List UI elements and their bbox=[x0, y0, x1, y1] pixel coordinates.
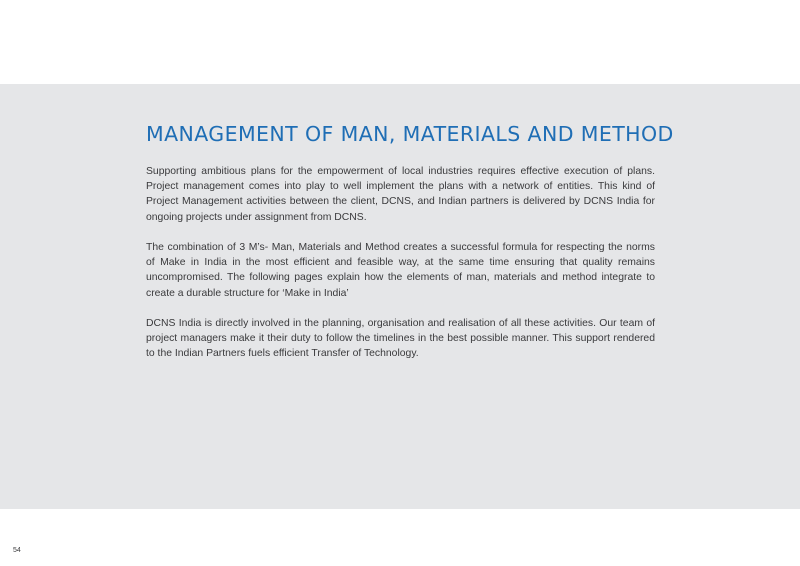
page-title: MANAGEMENT OF MAN, MATERIALS AND METHOD bbox=[146, 122, 674, 146]
page-number: 54 bbox=[13, 547, 21, 554]
paragraph: DCNS India is directly involved in the planning, organisation and realisation of all these activities. Our team of project managers make it their duty to follow the timelines in the best possible manner. This support rendered to the Indian Partners fuels efficient Transfer of Technology. bbox=[146, 318, 655, 360]
paragraph: The combination of 3 M’s- Man, Materials and Method creates a successful formula for respecting the norms of Make in India in the most efficient and feasible way, at the same time ensuring that quality remains uncompromised. The following pages explain how the elements of man, materials and method integrate to create a durable structure for ‘Make in India’ bbox=[146, 242, 655, 299]
body-text bbox=[146, 164, 655, 377]
paragraph: Supporting ambitious plans for the empowerment of local industries requires effective execution of plans. Project management comes into play to well implement the plans with a network of entities. This kind of Project Management activities between the client, DCNS, and Indian partners is delivered by DCNS India for ongoing projects under assignment from DCNS. bbox=[146, 166, 655, 223]
